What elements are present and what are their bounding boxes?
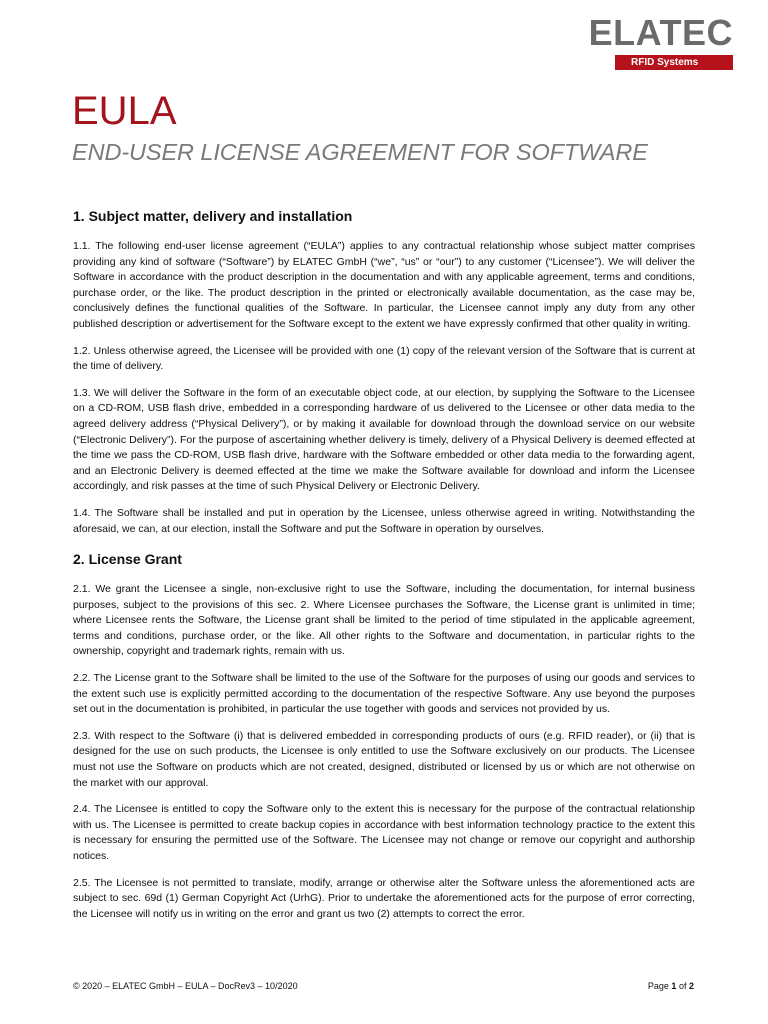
document-body [73,207,695,933]
section-subject-matter [73,207,695,537]
page-current: 1 [671,981,677,991]
page-of: of [678,981,687,991]
section-license-grant [73,550,695,922]
clause-2-5: 2.5. The Licensee is not permitted to translate, modify, arrange or otherwise alter the Software unless the aforementioned acts are subject to sec. 69d (1) German Copyright Act (UrhG). Prior to undertake the aforementioned acts for the purpose of error correcting, the Licensee will notify us in writing on the error and grant us two (2) attempts to correct the error. [73,876,695,920]
clause-2-4: 2.4. The Licensee is entitled to copy the Software only to the extent this is necessary for the purpose of the contractual relationship with us. The Licensee is permitted to create backup copies in accordance with best information technology practice to the extent this is necessary for ensuring the permitted use of the Software. The Licensee may not change or remove our copyright and authorship notices. [73,803,695,862]
section-heading: 2. License Grant [73,551,182,568]
footer-copyright: © 2020 – ELATEC GmbH – EULA – DocRev3 – 10/2020 [73,981,298,991]
section-heading: 1. Subject matter, delivery and installation [73,208,353,224]
footer-page-number [648,980,694,992]
clause-1-1: 1.1. The following end-user license agreement (“EULA”) applies to any contractual relationship whose subject matter comprises providing any kind of software (“Software”) by ELATEC GmbH (“we”, “us” or “our”) to any customer (“Licensee”). We will deliver the Software in accordance with the product description in the documentation and with any applicable agreement, terms and conditions, purchase order, or the like. The product description in the printed or electronically available documentation, as the case may be, conclusively defines the functional qualities of the Software. In particular, the Licensee cannot imply any duty from any other published description or advertisement for the Software except to the extent we have expressly confirmed that other quality in writing. [73,240,695,330]
clause-2-1: 2.1. We grant the Licensee a single, non-exclusive right to use the Software, including the documentation, for internal business purposes, subject to the provisions of this sec. 2. Where Licensee purchases the Software, the License grant is unlimited in time; where Licensee rents the Software, the License grant shall be limited to the period of time stipulated in the applicable agreement, terms and conditions, purchase order, or the like. All other rights to the Software and documentation, in particular rights to the ownership, copyright and trademark rights, remain with us. [73,583,695,658]
logo-wordmark: ELATEC [588,12,733,53]
logo-tagline: RFID Systems [615,55,733,70]
clause-1-2: 1.2. Unless otherwise agreed, the Licensee will be provided with one (1) copy of the relevant version of the Software that is current at the time of delivery. [73,344,695,373]
clause-1-4: 1.4. The Software shall be installed and put in operation by the Licensee, unless otherwise agreed in writing. Notwithstanding the aforesaid, we can, at our election, install the Software and put the Software in operation by ourselves. [73,506,695,535]
clause-2-2: 2.2. The License grant to the Software shall be limited to the use of the Software for the purposes of using our goods and services to the extent such use is explicitly permitted according to the documentation of the respective Software. Any use beyond the purposes set out in the documentation is prohibited, in particular the use together with goods and services not provided by us. [73,672,695,716]
document-subtitle: END-USER LICENSE AGREEMENT FOR SOFTWARE [72,139,648,165]
clause-1-3: 1.3. We will deliver the Software in the form of an executable object code, at our election, by supplying the Software to the Licensee on a CD-ROM, USB flash drive, embedded in a corresponding hardware of us delivered to the Licensee or other data media to the agreed delivery address (“Physical Delivery”), or by making it available for download through the download service on our website (“Electronic Delivery”). For the purpose of ascertaining whether delivery is timely, delivery of a Physical Delivery is deemed effected at the time we pass the CD-ROM, USB flash drive, hardware with the Software embedded or other data media to the forwarding agent, and an Electronic Delivery is deemed effected at the time we make the Software available for download and inform the Licensee accordingly, and risk passes at the time of such Physical Delivery or Electronic Delivery. [73,386,695,493]
clause-2-3: 2.3. With respect to the Software (i) that is delivered embedded in corresponding products of ours (e.g. RFID reader), or (ii) that is designed for the use on such products, the Licensee is only entitled to use the Software exclusively on our products. The Licensee must not use the Software on products which are not created, designed, distributed or licensed by us or which are not otherwise on the market with our approval. [73,729,695,789]
document-title: EULA [72,89,177,133]
page-total: 2 [688,981,694,991]
elatec-logo [565,14,733,70]
page-label: Page [647,981,669,991]
